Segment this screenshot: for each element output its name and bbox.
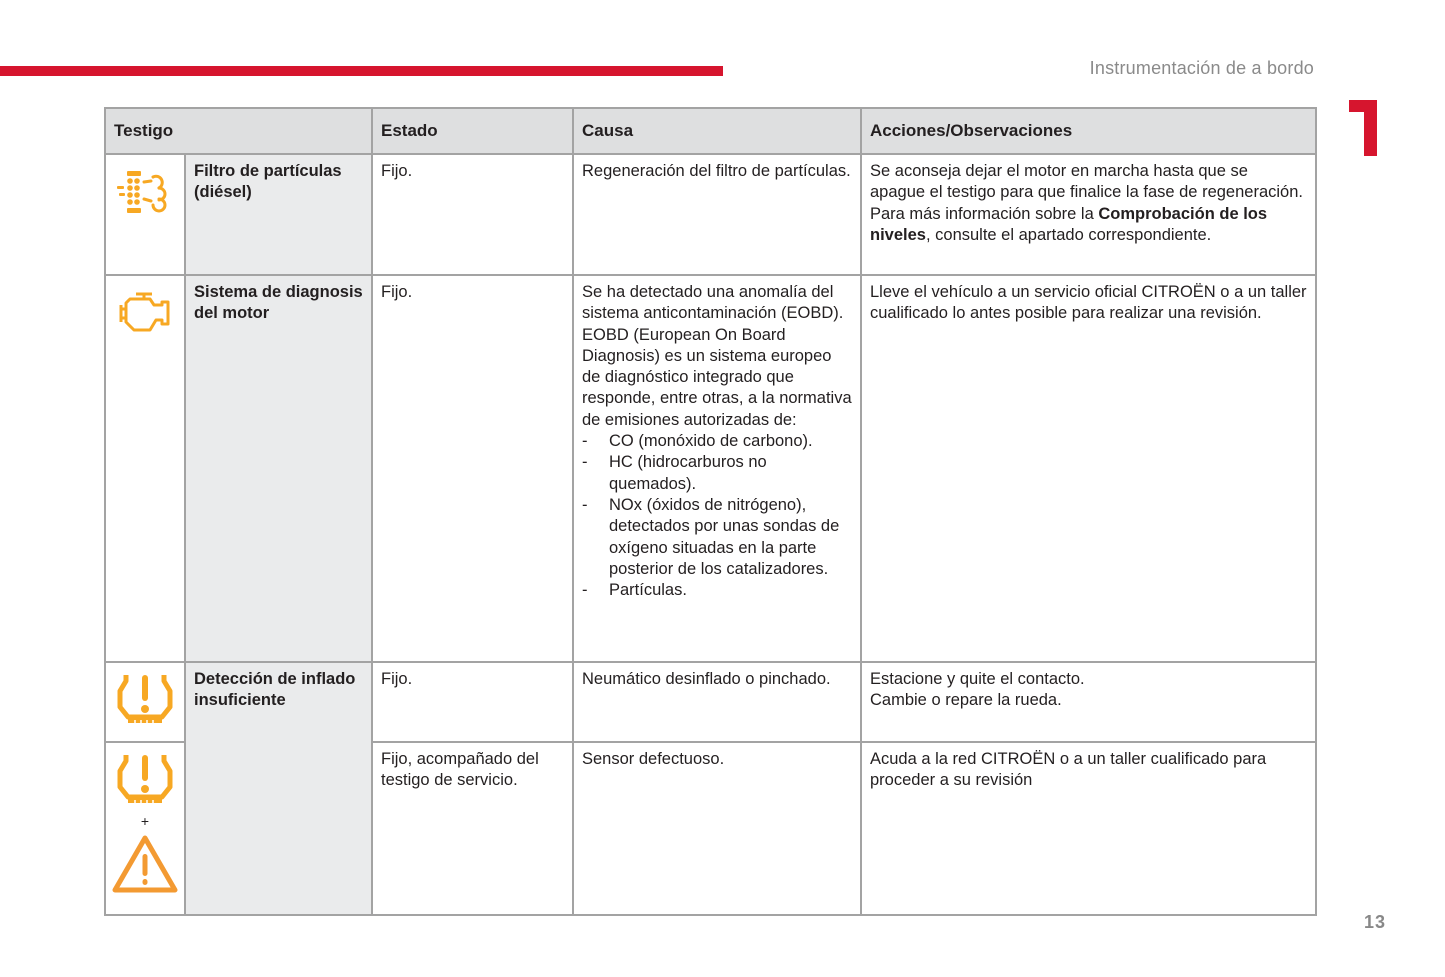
estado-cell: Fijo. <box>372 154 573 275</box>
column-header-acciones: Acciones/Observaciones <box>861 108 1316 154</box>
list-item: - NOx (óxidos de nitrógeno), detectados por unas sondas de oxígeno situadas en la parte posterior de los catalizadores. <box>582 495 852 580</box>
list-item: - HC (hidrocarburos no quemados). <box>582 452 852 495</box>
section-title: Instrumentación de a bordo <box>1089 58 1314 78</box>
service-warning-icon <box>111 834 179 894</box>
icon-cell <box>105 742 185 915</box>
acciones-cell <box>861 154 1316 275</box>
tyre-pressure-icon <box>116 671 174 727</box>
causa-cell: Regeneración del filtro de partículas. <box>573 154 861 275</box>
table-row <box>105 662 1316 742</box>
warning-lights-table <box>104 107 1317 916</box>
icon-cell <box>105 662 185 742</box>
column-header-causa: Causa <box>573 108 861 154</box>
causa-intro: Se ha detectado una anomalía del sistema anticontaminación (EOBD). EOBD (European On Board Diagnosis) es un sistema europeo de diagnóstico integrado que responde, entre otras, a la normativa de emisiones autorizadas de: <box>582 283 852 429</box>
header-accent-bar <box>0 66 723 76</box>
estado-cell: Fijo, acompañado del testigo de servicio. <box>372 742 573 915</box>
acciones-text <box>870 204 1307 247</box>
acciones-cell: Lleve el vehículo a un servicio oficial CITROËN o a un taller cualificado lo antes posible para realizar una revisión. <box>861 275 1316 662</box>
page-number: 13 <box>1363 912 1387 932</box>
reference-link-text: Comprobación de los niveles <box>870 204 1268 244</box>
list-item: - Partículas. <box>582 580 852 601</box>
column-header-testigo: Testigo <box>105 108 372 154</box>
acciones-text: Estacione y quite el contacto. <box>870 670 1085 688</box>
list-item: - CO (monóxido de carbono). <box>582 431 852 452</box>
acciones-cell: Acuda a la red CITROËN o a un taller cualificado para proceder a su revisión <box>861 742 1316 915</box>
warning-name: Sistema de diagnosis del motor <box>185 275 372 662</box>
acciones-text-suffix: , consulte el apartado correspondiente. <box>925 225 1212 244</box>
estado-cell: Fijo. <box>372 662 573 742</box>
plus-sign: + <box>140 813 150 829</box>
warning-name: Detección de inflado insuficiente <box>185 662 372 915</box>
acciones-text: Se aconseja dejar el motor en marcha hasta que se apague el testigo para que finalice la fase de regeneración. <box>870 162 1303 202</box>
table-row <box>105 154 1316 275</box>
warning-name: Filtro de partículas (diésel) <box>185 154 372 275</box>
acciones-text-prefix: Para más información sobre la <box>870 204 1099 223</box>
icon-cell <box>105 154 185 275</box>
causa-cell: Neumático desinflado o pinchado. <box>573 662 861 742</box>
engine-diagnosis-icon <box>116 290 174 334</box>
table-header-row <box>105 108 1316 154</box>
causa-cell: Sensor defectuoso. <box>573 742 861 915</box>
emissions-list <box>582 431 852 601</box>
table-row <box>105 275 1316 662</box>
column-header-estado: Estado <box>372 108 573 154</box>
tyre-pressure-icon <box>116 751 174 807</box>
chapter-number-1 <box>1349 100 1377 156</box>
icon-cell <box>105 275 185 662</box>
estado-cell: Fijo. <box>372 275 573 662</box>
particle-filter-icon <box>115 169 175 217</box>
acciones-text: Cambie o repare la rueda. <box>870 691 1062 710</box>
causa-cell <box>573 275 861 662</box>
acciones-cell <box>861 662 1316 742</box>
